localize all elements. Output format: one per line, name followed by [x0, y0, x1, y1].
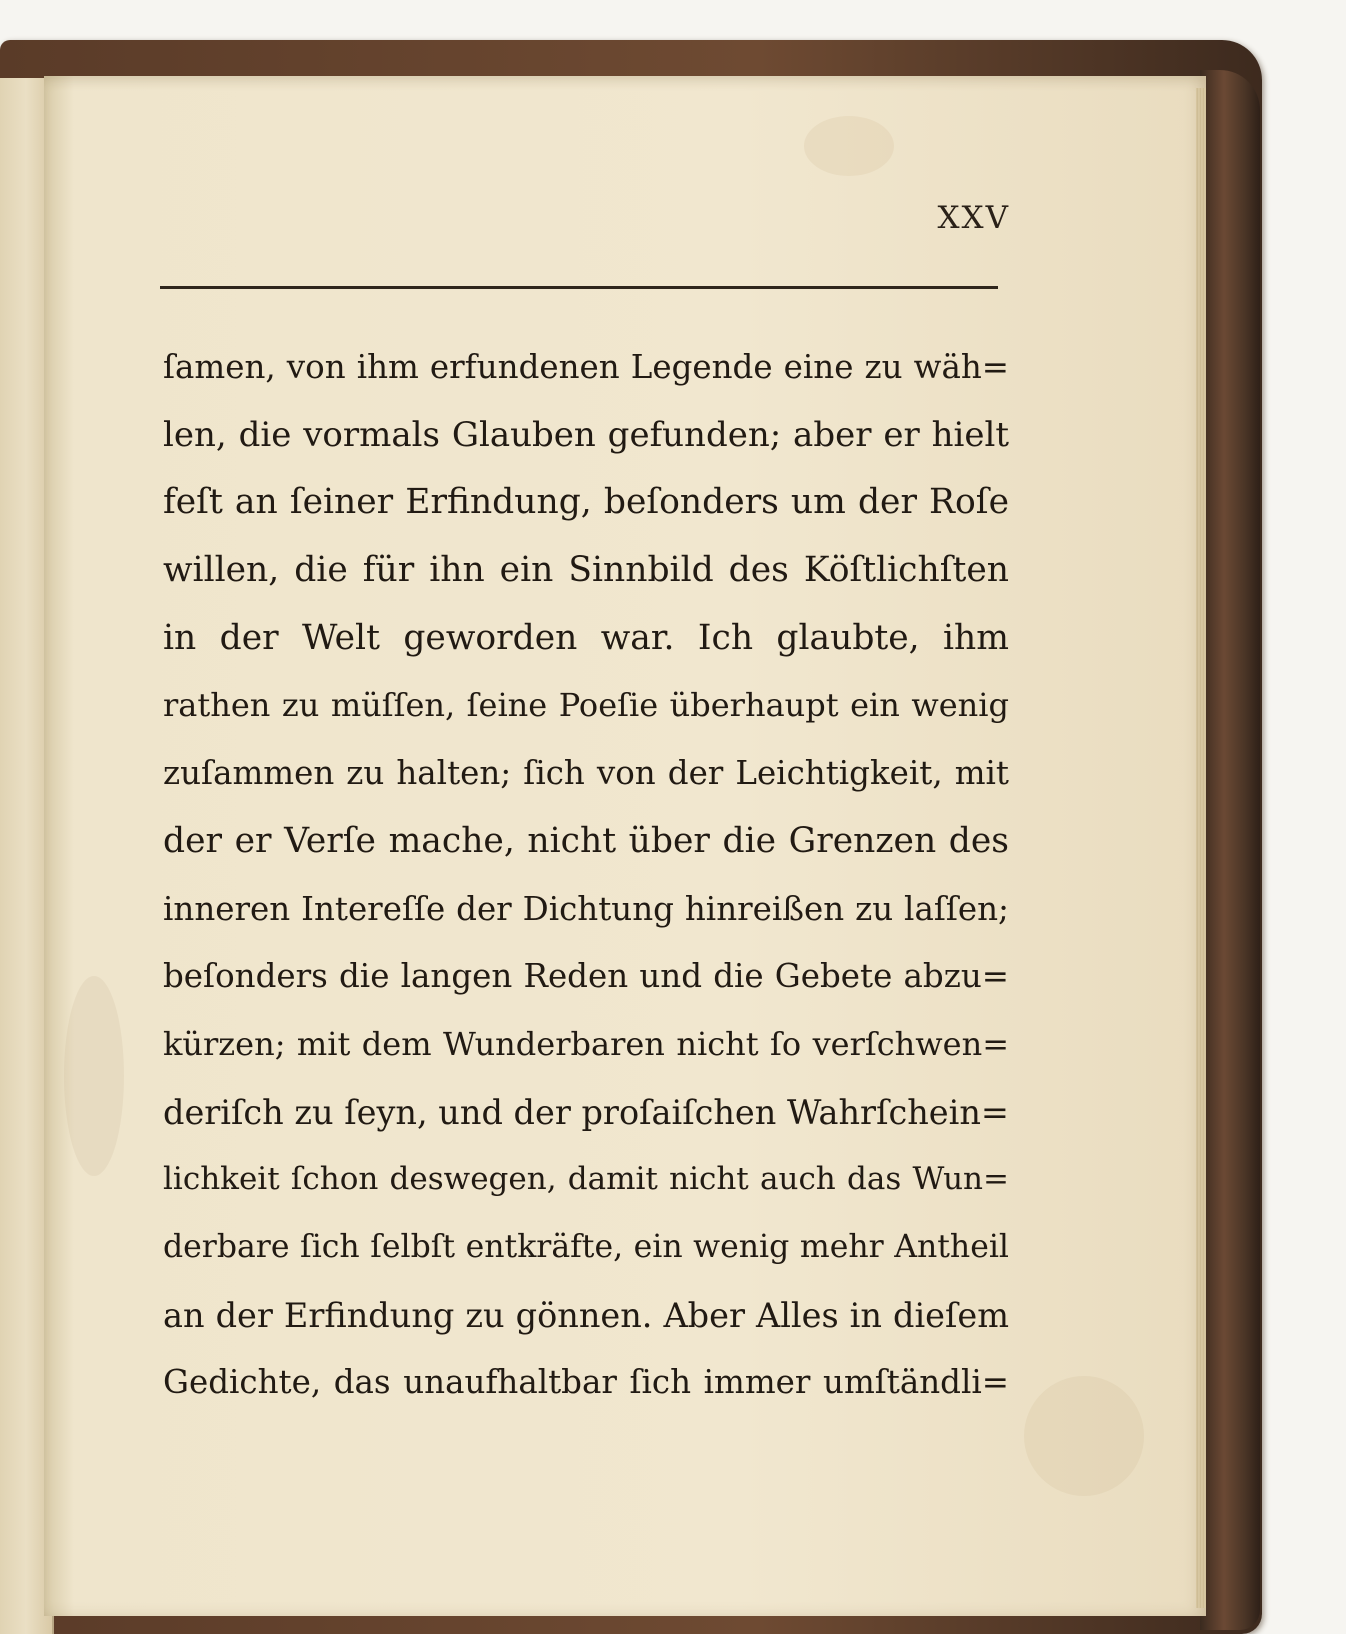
body-text	[163, 334, 1009, 1417]
page-number: XXV	[937, 200, 1010, 236]
text-line: deriſch zu ſeyn, und der proſaiſchen Wahrſchein=	[163, 1092, 1009, 1132]
text-line: zuſammen zu halten; ſich von der Leichtigkeit, mit	[163, 754, 1009, 793]
text-line: rathen zu müſſen, ſeine Poeſie überhaupt ein wenig	[163, 686, 1009, 725]
text-line: len, die vormals Glauben gefunden; aber er hielt	[163, 414, 1009, 455]
book-cover-spine-edge	[1200, 70, 1260, 1630]
text-line: in der Welt geworden war. Ich glaubte, ihm	[163, 617, 1009, 658]
header-rule	[160, 286, 998, 289]
text-line: Gedichte, das unaufhaltbar ſich immer umſtändli=	[163, 1363, 1009, 1402]
text-line: der er Verſe mache, nicht über die Grenzen des	[163, 820, 1009, 861]
page-fore-edge	[1196, 88, 1206, 1608]
text-line: willen, die für ihn ein Sinnbild des Köſtlichſten	[163, 550, 1009, 591]
text-line: beſonders die langen Reden und die Gebete abzu=	[163, 957, 1009, 996]
text-line: ſamen, von ihm erfundenen Legende eine zu wäh=	[163, 348, 1009, 386]
text-line: derbare ſich ſelbſt entkräfte, ein wenig mehr Antheil	[163, 1228, 1009, 1265]
text-line: kürzen; mit dem Wunderbaren nicht ſo verſchwen=	[163, 1024, 1009, 1063]
text-line: lichkeit ſchon deswegen, damit nicht auch das Wun=	[163, 1161, 1009, 1198]
text-line: inneren Intereſſe der Dichtung hinreißen zu laſſen;	[163, 889, 1009, 928]
text-line: feſt an ſeiner Erfindung, beſonders um der Roſe	[163, 482, 1009, 523]
text-line: an der Erfindung zu gönnen. Aber Alles in dieſem	[163, 1295, 1009, 1335]
